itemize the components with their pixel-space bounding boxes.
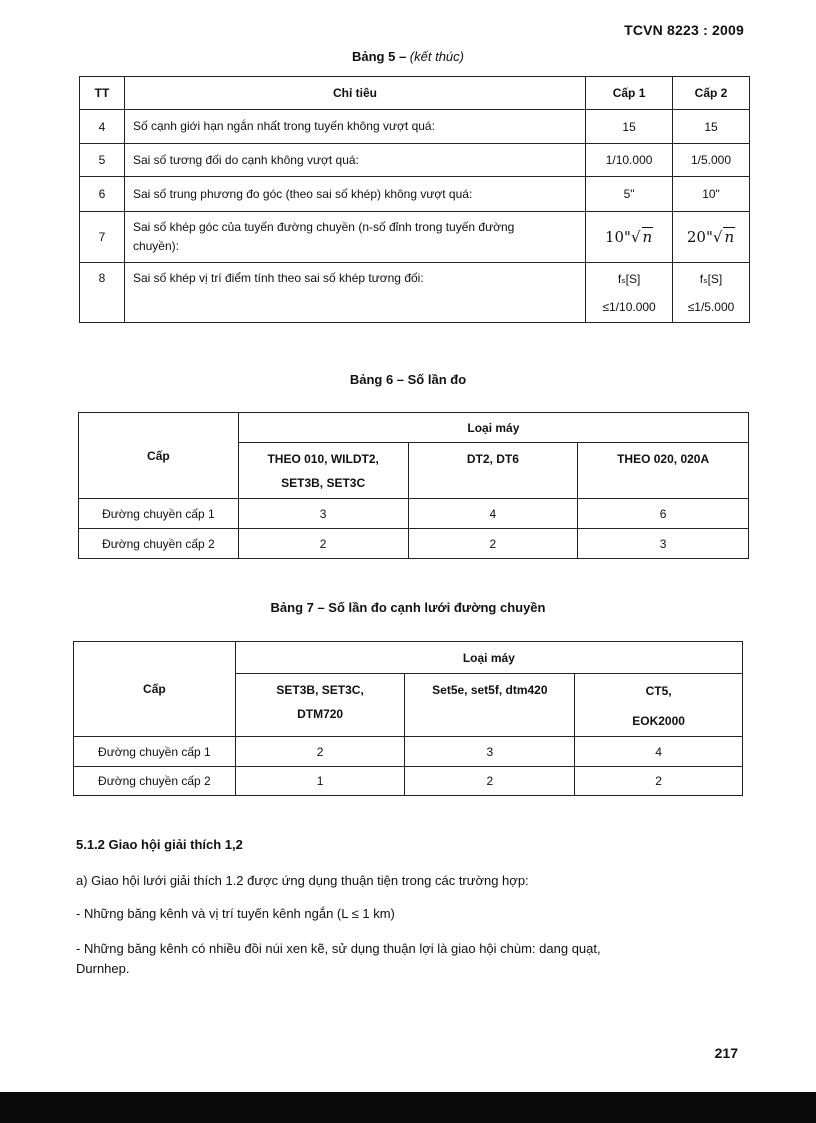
- machine-line: THEO 020, 020A: [617, 452, 710, 466]
- row-label: Đường chuyền cấp 1: [79, 499, 239, 529]
- row-criterion: Số cạnh giới hạn ngắn nhất trong tuyến không vượt quá:: [124, 110, 585, 144]
- row-value: 2: [235, 737, 405, 767]
- table7-grade-header: Cấp: [74, 642, 236, 737]
- table7-machine-type-header: Loại máy: [235, 642, 742, 674]
- sqrt-radicand: n: [642, 228, 653, 246]
- criterion-line: chuyền):: [132, 239, 179, 253]
- formula-coefficient: 20": [686, 228, 713, 246]
- table-row: [74, 767, 743, 796]
- row-value: 2: [408, 529, 578, 559]
- machine-line: DT2, DT6: [466, 452, 519, 466]
- table5: [79, 76, 750, 323]
- table-row: [80, 263, 750, 323]
- row-tt: 5: [80, 144, 125, 177]
- table-row: [80, 177, 750, 212]
- row-value: 2: [238, 529, 408, 559]
- machine-header: [235, 674, 405, 737]
- table5-header-criterion: Chỉ tiêu: [124, 77, 585, 110]
- paragraph-a: a) Giao hội lưới giải thích 1.2 được ứng dụng thuận tiện trong các trường hợp:: [76, 873, 529, 888]
- table5-caption-suffix: (kết thúc): [409, 49, 464, 64]
- row-grade1: 15: [586, 110, 673, 144]
- row-value: 2: [405, 767, 575, 796]
- row-criterion: [124, 212, 585, 263]
- row-tt: 4: [80, 110, 125, 144]
- table5-caption-main: Bảng 5 –: [352, 49, 410, 64]
- table5-header-grade2: Cấp 2: [673, 77, 750, 110]
- bullet-1: - Những băng kênh và vị trí tuyến kênh ngắn (L ≤ 1 km): [76, 906, 395, 921]
- row-grade2-formula: [673, 212, 750, 263]
- machine-header: [238, 443, 408, 499]
- row-grade1-formula: [586, 212, 673, 263]
- closure-symbol: fₛ[S]: [617, 271, 641, 286]
- sqrt-sign: √: [630, 228, 641, 246]
- page-number: 217: [714, 1045, 738, 1061]
- row-grade1: [586, 263, 673, 323]
- table-row: [80, 212, 750, 263]
- table5-header-row: [80, 77, 750, 110]
- row-value: 3: [405, 737, 575, 767]
- machine-line: CT5,: [645, 684, 672, 698]
- table6-header-row: [79, 413, 749, 443]
- table7: [73, 641, 743, 796]
- table6-grade-header: Cấp: [79, 413, 239, 499]
- machine-line: SET3B, SET3C,: [276, 683, 364, 697]
- machine-line: EOK2000: [632, 714, 685, 728]
- row-value: 2: [575, 767, 743, 796]
- table6-caption: Bảng 6 – Số lần đo: [349, 372, 467, 387]
- row-criterion: Sai số tương đối do cạnh không vượt quá:: [124, 144, 585, 177]
- row-label: Đường chuyền cấp 2: [79, 529, 239, 559]
- row-label: Đường chuyền cấp 2: [74, 767, 236, 796]
- row-grade2: 10": [673, 177, 750, 212]
- sqrt-radicand: n: [724, 228, 735, 246]
- table5-header-grade1: Cấp 1: [586, 77, 673, 110]
- section-heading: 5.1.2 Giao hội giải thích 1,2: [76, 837, 243, 852]
- table-row: [74, 737, 743, 767]
- row-label: Đường chuyền cấp 1: [74, 737, 236, 767]
- sqrt-sign: √: [712, 228, 723, 246]
- bullet-2-line: Durnhep.: [76, 961, 130, 976]
- standard-code: TCVN 8223 : 2009: [624, 22, 744, 38]
- scan-edge-bar: [0, 1092, 816, 1123]
- bullet-2-line: - Những băng kênh có nhiều đồi núi xen kẽ, sử dụng thuận lợi là giao hội chùm: dang quạt,: [76, 941, 601, 956]
- formula-coefficient: 10": [604, 228, 631, 246]
- table5-caption: [0, 49, 816, 64]
- machine-header: [405, 674, 575, 737]
- row-criterion: Sai số trung phương đo góc (theo sai số khép) không vượt quá:: [124, 177, 585, 212]
- closure-limit: ≤1/5.000: [687, 299, 735, 314]
- row-value: 4: [408, 499, 578, 529]
- row-grade2: 1/5.000: [673, 144, 750, 177]
- row-grade2: [673, 263, 750, 323]
- table-row: [80, 110, 750, 144]
- machine-header: [575, 674, 743, 737]
- table6-machine-type-header: Loại máy: [238, 413, 748, 443]
- table7-caption: Bảng 7 – Số lần đo cạnh lưới đường chuyền: [270, 600, 546, 615]
- criterion-line: Sai số khép góc của tuyến đường chuyền (n-số đỉnh trong tuyến đường: [132, 220, 515, 234]
- machine-line: DTM720: [297, 707, 344, 721]
- row-grade1: 5": [586, 177, 673, 212]
- table5-header-tt: TT: [80, 77, 125, 110]
- row-value: 3: [238, 499, 408, 529]
- table-row: [80, 144, 750, 177]
- row-grade2: 15: [673, 110, 750, 144]
- bullet-2: [76, 941, 740, 976]
- table-row: [79, 499, 749, 529]
- machine-header: [578, 443, 749, 499]
- row-tt: 7: [80, 212, 125, 263]
- machine-header: [408, 443, 578, 499]
- machine-line: Set5e, set5f, dtm420: [432, 683, 548, 697]
- table-row: [79, 529, 749, 559]
- row-value: 1: [235, 767, 405, 796]
- closure-limit: ≤1/10.000: [602, 299, 656, 314]
- machine-line: SET3B, SET3C: [281, 475, 366, 490]
- row-grade1: 1/10.000: [586, 144, 673, 177]
- row-value: 6: [578, 499, 749, 529]
- closure-symbol: fₛ[S]: [699, 271, 723, 286]
- row-criterion: Sai số khép vị trí điểm tính theo sai số khép tương đối:: [124, 263, 585, 323]
- row-value: 3: [578, 529, 749, 559]
- machine-line: THEO 010, WILDT2,: [267, 451, 379, 466]
- row-tt: 6: [80, 177, 125, 212]
- table6: [78, 412, 749, 559]
- row-tt: 8: [80, 263, 125, 323]
- table7-header-row: [74, 642, 743, 674]
- row-value: 4: [575, 737, 743, 767]
